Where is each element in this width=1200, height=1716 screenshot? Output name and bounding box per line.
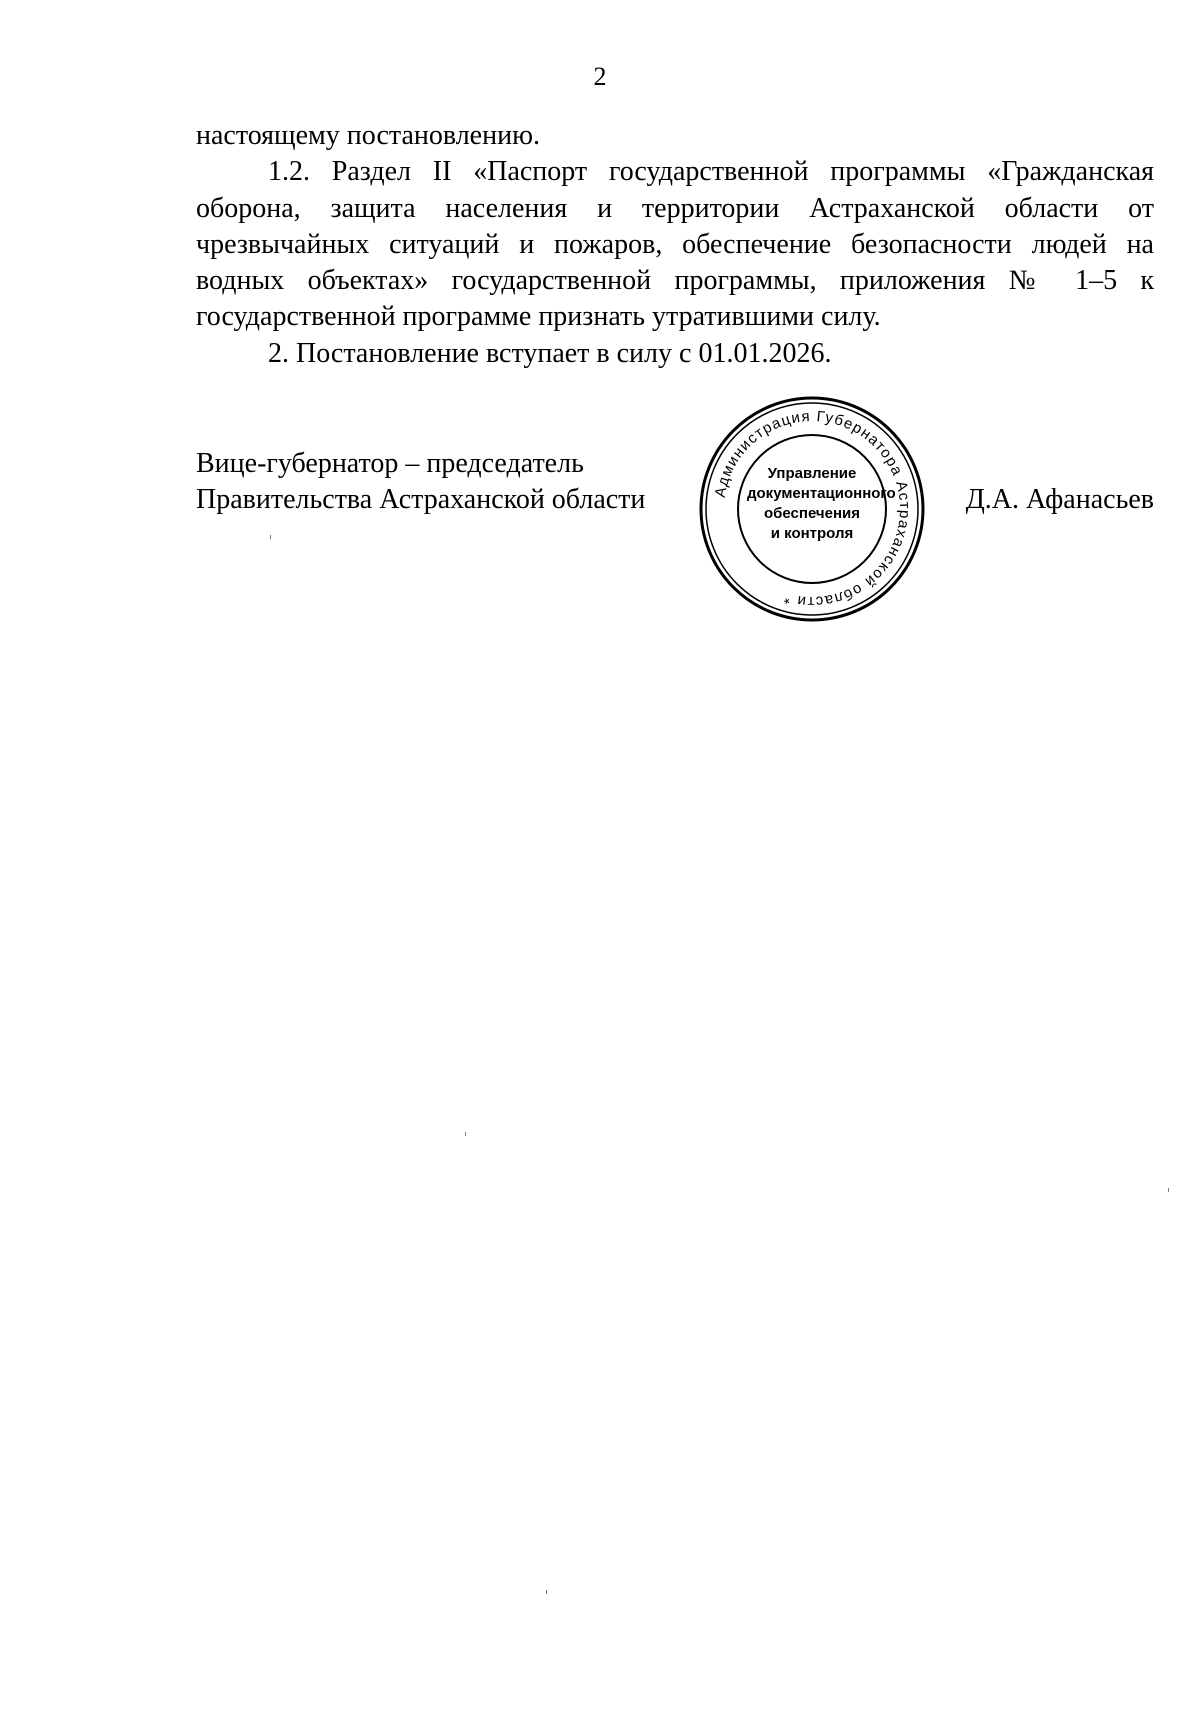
document-body [196,118,1154,372]
stamp-center-line-4: и контроля [770,525,854,542]
stamp-center-line-1: Управление [767,465,857,482]
page-number: 2 [593,62,607,91]
scan-speck [546,1590,547,1594]
scan-speck [465,1132,466,1136]
signer-name: Д.А. Афанасьев [965,484,1154,515]
official-stamp [697,394,927,624]
paragraph-continuation: настоящему постановлению. [196,120,540,151]
signer-title-line-2: Правительства Астраханской области [196,484,646,516]
paragraph-item-1-2: 1.2. Раздел II «Паспорт государственной программы «Гражданская оборона, защита населения и территории Астраханской области от чрезвычайных ситуаций и пожаров, обеспечение безопасности людей на водных объектах» государственной программы, приложения № 1–5 к государственной программе признать утратившими силу. [196,156,1154,333]
stamp-center-line-2: документационного [747,485,896,502]
paragraph-item-2: 2. Постановление вступает в силу с 01.01.2026. [268,337,832,369]
stamp-ring-text: Администрация Губернатора Астраханской области * [711,407,914,611]
scan-speck [270,535,271,539]
signer-title-line-1: Вице-губернатор – председатель [196,448,584,479]
signer-title [196,446,645,519]
scan-speck [1168,1188,1169,1192]
stamp-center-line-3: обеспечения [763,505,861,522]
stamp-center-text [747,464,896,544]
